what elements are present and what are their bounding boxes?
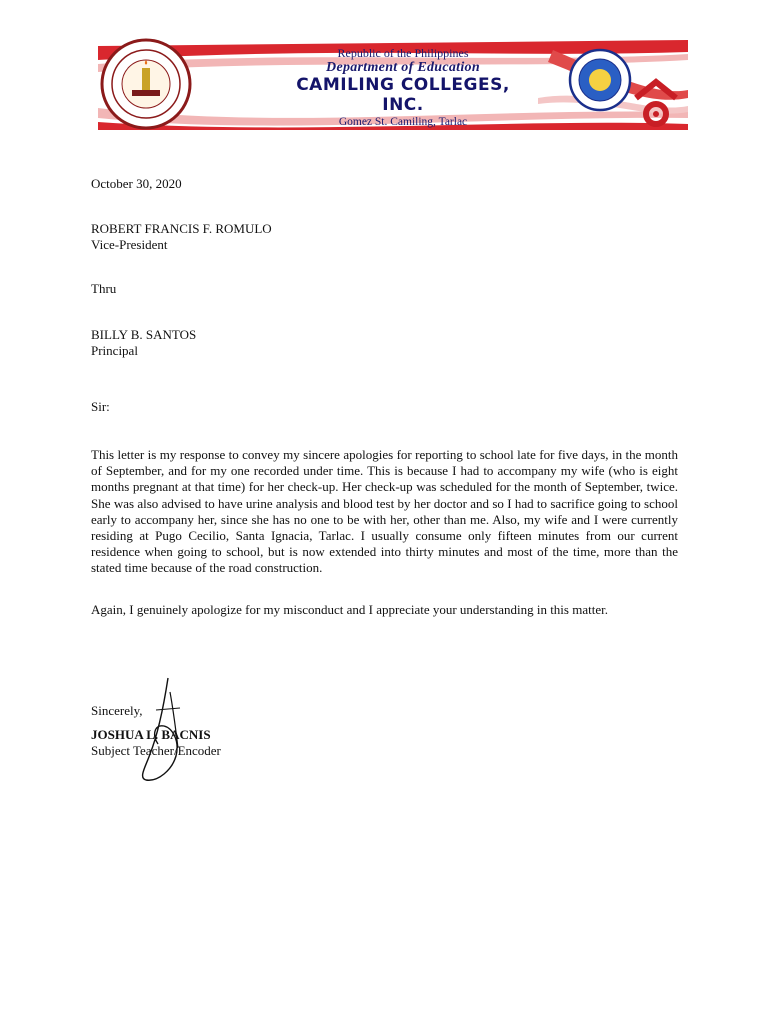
recipient-name: ROBERT FRANCIS F. ROMULO <box>91 221 272 236</box>
school-name: CAMILING COLLEGES, INC. <box>296 75 510 115</box>
department-label: Department of Education <box>326 60 480 75</box>
letter-date: October 30, 2020 <box>91 176 182 191</box>
thru-label: Thru <box>91 281 117 296</box>
closing: Sincerely, <box>91 703 143 718</box>
recipient-title: Vice-President <box>91 237 168 252</box>
salutation: Sir: <box>91 399 110 414</box>
sender-title: Subject Teacher/Encoder <box>91 743 221 758</box>
handwritten-signature <box>128 674 198 784</box>
republic-label: Republic of the Philippines <box>337 46 469 60</box>
body-paragraph-1: This letter is my response to convey my sincere apologies for reporting to school late for five days, in the month of September, and for my one recorded under time. This is because I had to accompany my wife (who is eight months pregnant at that time) for her check-up. Her check-up was scheduled for the month of September, twice. She was also advised to have urine analysis and blood test by her doctor and so I had to sacrifice going to school early to accompany her, since she has no one to be with her, other than me. Also, my wife and I were currently residing at Pugo Cecilio, Santa Ignacia, Tarlac. I usually consume only fifteen minutes from our current residence when going to school, but is now extended into thirty minutes and most of the time, more than the stated time because of the road construction. <box>91 447 678 576</box>
via-title: Principal <box>91 343 138 358</box>
school-seal-icon <box>102 40 190 128</box>
via-name: BILLY B. SANTOS <box>91 327 197 342</box>
letterhead <box>98 38 688 130</box>
sender-name: JOSHUA L. BACNIS <box>91 727 211 742</box>
body-paragraph-2: Again, I genuinely apologize for my misconduct and I appreciate your understanding in this matter. <box>91 602 608 617</box>
deped-seal-icon <box>570 50 630 110</box>
letterhead-text <box>273 46 533 129</box>
school-address: Gomez St. Camiling, Tarlac <box>338 116 468 128</box>
